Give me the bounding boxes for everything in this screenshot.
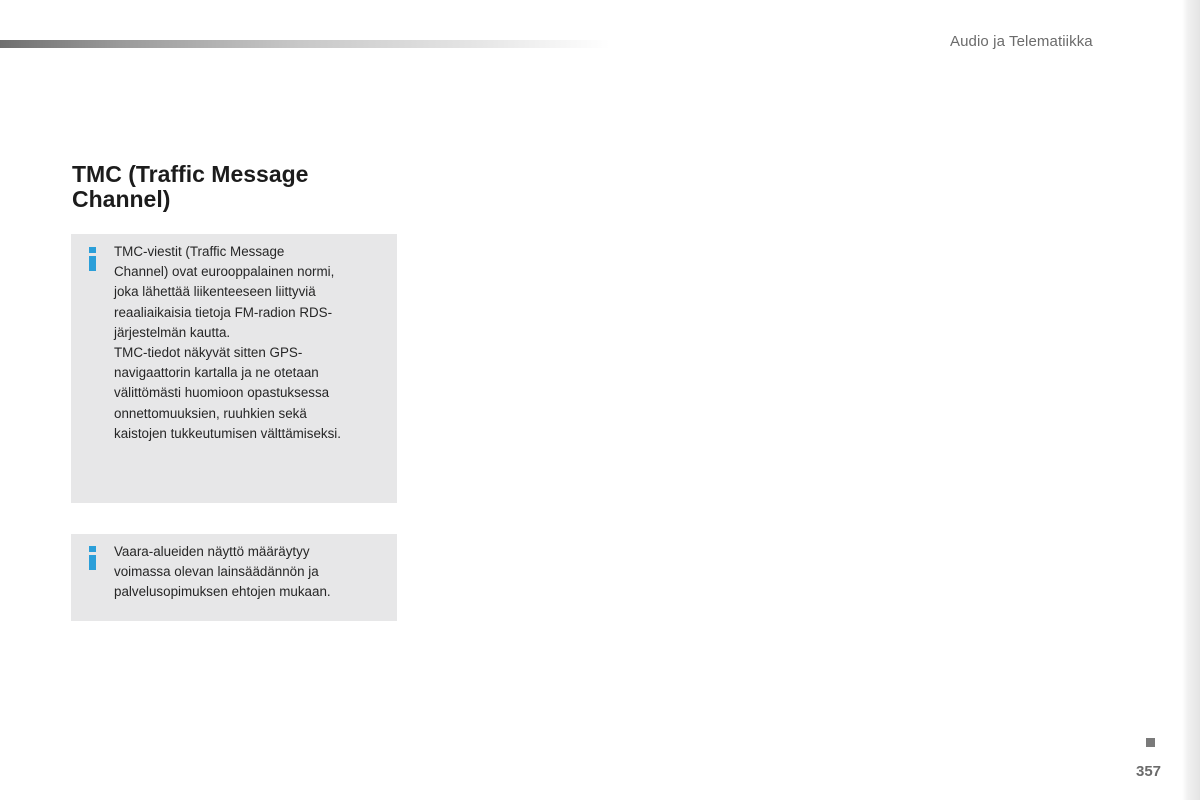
page-marker-square: [1146, 738, 1155, 747]
info-note-line: palvelusopimuksen ehtojen mukaan.: [114, 584, 331, 600]
info-note-line: Channel) ovat eurooppalainen normi,: [114, 264, 335, 280]
page-title: TMC (Traffic Message Channel): [72, 161, 309, 212]
info-note-line: TMC-viestit (Traffic Message: [114, 244, 285, 259]
info-note-text: [114, 542, 394, 603]
section-header: Audio ja Telematiikka: [950, 33, 1093, 50]
info-note-line: kaistojen tukkeutumisen välttämiseksi.: [114, 425, 341, 441]
info-note-line: TMC-tiedot näkyvät sitten GPS-: [114, 345, 303, 361]
info-note-line: onnettomuuksien, ruuhkien sekä: [114, 405, 307, 421]
page-edge-shadow: [1182, 0, 1200, 800]
info-note-line: Vaara-alueiden näyttö määräytyy: [114, 544, 310, 559]
info-note-danger-zones: [71, 534, 397, 621]
info-note-line: voimassa olevan lainsäädännön ja: [114, 564, 319, 580]
info-note-line: joka lähettää liikenteeseen liittyviä: [114, 284, 316, 300]
header-gradient-bar: [0, 40, 610, 48]
info-note-line: välittömästi huomioon opastuksessa: [114, 385, 330, 401]
info-icon: [89, 546, 96, 570]
info-icon: [89, 247, 96, 271]
info-note-line: reaaliaikaisia tietoja FM-radion RDS-: [114, 304, 333, 320]
info-note-text: [114, 242, 394, 444]
info-note-line: navigaattorin kartalla ja ne otetaan: [114, 365, 319, 381]
info-note-tmc: [71, 234, 397, 503]
info-note-line: järjestelmän kautta.: [114, 324, 231, 340]
page-number: 357: [1136, 763, 1162, 780]
